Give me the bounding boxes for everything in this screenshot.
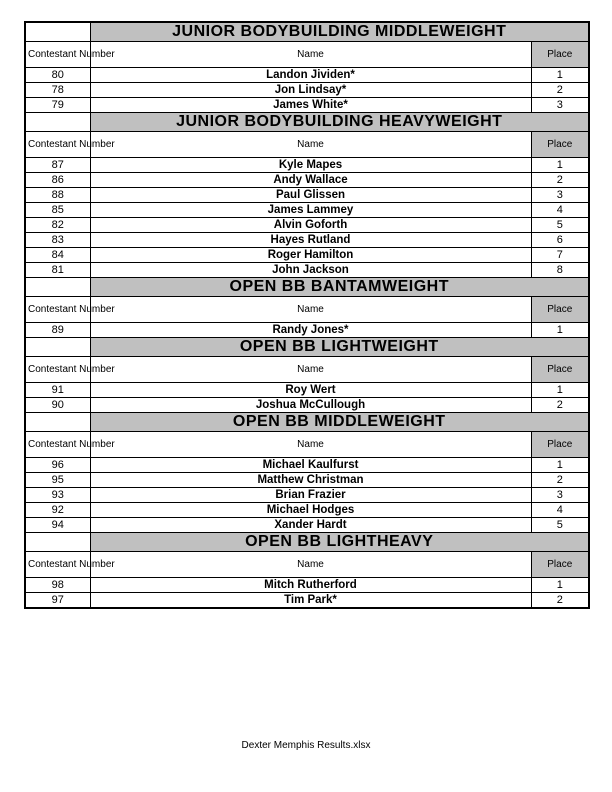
table-row (25, 232, 589, 247)
contestant-name-cell: Andy Wallace (90, 172, 531, 187)
contestant-number-cell: 82 (25, 217, 90, 232)
contestant-number-cell: 79 (25, 97, 90, 112)
place-cell: 1 (531, 67, 589, 82)
contestant-name-cell: Michael Kaulfurst (90, 457, 531, 472)
col-header-name: Name (90, 356, 531, 382)
table-row (25, 382, 589, 397)
contestant-name-cell: Hayes Rutland (90, 232, 531, 247)
column-header-row (25, 296, 589, 322)
table-row (25, 517, 589, 532)
contestant-number-cell: 81 (25, 262, 90, 277)
contestant-number-cell: 78 (25, 82, 90, 97)
place-cell: 7 (531, 247, 589, 262)
place-cell: 1 (531, 382, 589, 397)
results-table (24, 21, 590, 609)
col-header-contestant-number: Contestant Number (25, 296, 90, 322)
section-title-row (25, 337, 589, 356)
table-row (25, 262, 589, 277)
col-header-name: Name (90, 131, 531, 157)
place-cell: 1 (531, 457, 589, 472)
section-title-blank-cell (25, 532, 90, 551)
col-header-place: Place (531, 431, 589, 457)
contestant-name-cell: Randy Jones* (90, 322, 531, 337)
section-title: OPEN BB LIGHTHEAVY (90, 532, 589, 551)
contestant-number-cell: 92 (25, 502, 90, 517)
contestant-number-cell: 95 (25, 472, 90, 487)
table-row (25, 592, 589, 608)
col-header-name: Name (90, 41, 531, 67)
place-cell: 2 (531, 397, 589, 412)
section-title-blank-cell (25, 277, 90, 296)
section-title-row (25, 412, 589, 431)
section-title-blank-cell (25, 112, 90, 131)
column-header-row (25, 356, 589, 382)
contestant-number-cell: 90 (25, 397, 90, 412)
place-cell: 8 (531, 262, 589, 277)
place-cell: 2 (531, 472, 589, 487)
table-row (25, 202, 589, 217)
contestant-number-cell: 88 (25, 187, 90, 202)
column-header-row (25, 431, 589, 457)
place-cell: 4 (531, 502, 589, 517)
place-cell: 1 (531, 322, 589, 337)
place-cell: 6 (531, 232, 589, 247)
table-row (25, 67, 589, 82)
col-header-contestant-number: Contestant Number (25, 551, 90, 577)
col-header-name: Name (90, 551, 531, 577)
contestant-number-cell: 89 (25, 322, 90, 337)
place-cell: 3 (531, 187, 589, 202)
table-row (25, 487, 589, 502)
contestant-name-cell: Brian Frazier (90, 487, 531, 502)
place-cell: 4 (531, 202, 589, 217)
table-row (25, 172, 589, 187)
place-cell: 5 (531, 517, 589, 532)
section-title: JUNIOR BODYBUILDING HEAVYWEIGHT (90, 112, 589, 131)
contestant-name-cell: Mitch Rutherford (90, 577, 531, 592)
col-header-place: Place (531, 41, 589, 67)
table-row (25, 97, 589, 112)
place-cell: 1 (531, 577, 589, 592)
col-header-place: Place (531, 131, 589, 157)
section-title-row (25, 22, 589, 41)
contestant-number-cell: 86 (25, 172, 90, 187)
section-title: OPEN BB MIDDLEWEIGHT (90, 412, 589, 431)
contestant-name-cell: Matthew Christman (90, 472, 531, 487)
col-header-place: Place (531, 296, 589, 322)
contestant-name-cell: John Jackson (90, 262, 531, 277)
place-cell: 3 (531, 487, 589, 502)
column-header-row (25, 41, 589, 67)
column-header-row (25, 131, 589, 157)
contestant-number-cell: 87 (25, 157, 90, 172)
section-title-row (25, 532, 589, 551)
contestant-number-cell: 80 (25, 67, 90, 82)
column-header-row (25, 551, 589, 577)
contestant-number-cell: 83 (25, 232, 90, 247)
section-title-row (25, 277, 589, 296)
col-header-place: Place (531, 356, 589, 382)
table-row (25, 457, 589, 472)
contestant-name-cell: Alvin Goforth (90, 217, 531, 232)
contestant-number-cell: 93 (25, 487, 90, 502)
table-row (25, 247, 589, 262)
contestant-name-cell: Tim Park* (90, 592, 531, 608)
col-header-place: Place (531, 551, 589, 577)
section-title-blank-cell (25, 412, 90, 431)
contestant-number-cell: 97 (25, 592, 90, 608)
table-row (25, 322, 589, 337)
col-header-contestant-number: Contestant Number (25, 431, 90, 457)
contestant-number-cell: 85 (25, 202, 90, 217)
footer-filename: Dexter Memphis Results.xlsx (241, 740, 371, 751)
place-cell: 2 (531, 82, 589, 97)
contestant-name-cell: Jon Lindsay* (90, 82, 531, 97)
section-title: OPEN BB LIGHTWEIGHT (90, 337, 589, 356)
table-row (25, 472, 589, 487)
contestant-number-cell: 96 (25, 457, 90, 472)
contestant-number-cell: 98 (25, 577, 90, 592)
table-row (25, 577, 589, 592)
place-cell: 2 (531, 172, 589, 187)
table-row (25, 397, 589, 412)
col-header-name: Name (90, 431, 531, 457)
contestant-name-cell: Michael Hodges (90, 502, 531, 517)
contestant-name-cell: James White* (90, 97, 531, 112)
col-header-contestant-number: Contestant Number (25, 131, 90, 157)
section-title-blank-cell (25, 337, 90, 356)
col-header-contestant-number: Contestant Number (25, 41, 90, 67)
contestant-name-cell: Roy Wert (90, 382, 531, 397)
contestant-name-cell: Xander Hardt (90, 517, 531, 532)
col-header-contestant-number: Contestant Number (25, 356, 90, 382)
table-row (25, 82, 589, 97)
section-title-blank-cell (25, 22, 90, 41)
contestant-name-cell: Landon Jividen* (90, 67, 531, 82)
table-row (25, 502, 589, 517)
contestant-name-cell: Paul Glissen (90, 187, 531, 202)
section-title: JUNIOR BODYBUILDING MIDDLEWEIGHT (90, 22, 589, 41)
section-title: OPEN BB BANTAMWEIGHT (90, 277, 589, 296)
table-row (25, 157, 589, 172)
contestant-name-cell: Roger Hamilton (90, 247, 531, 262)
contestant-number-cell: 91 (25, 382, 90, 397)
place-cell: 2 (531, 592, 589, 608)
place-cell: 3 (531, 97, 589, 112)
place-cell: 5 (531, 217, 589, 232)
section-title-row (25, 112, 589, 131)
table-row (25, 187, 589, 202)
contestant-name-cell: James Lammey (90, 202, 531, 217)
table-row (25, 217, 589, 232)
place-cell: 1 (531, 157, 589, 172)
contestant-number-cell: 84 (25, 247, 90, 262)
contestant-name-cell: Kyle Mapes (90, 157, 531, 172)
col-header-name: Name (90, 296, 531, 322)
contestant-number-cell: 94 (25, 517, 90, 532)
contestant-name-cell: Joshua McCullough (90, 397, 531, 412)
